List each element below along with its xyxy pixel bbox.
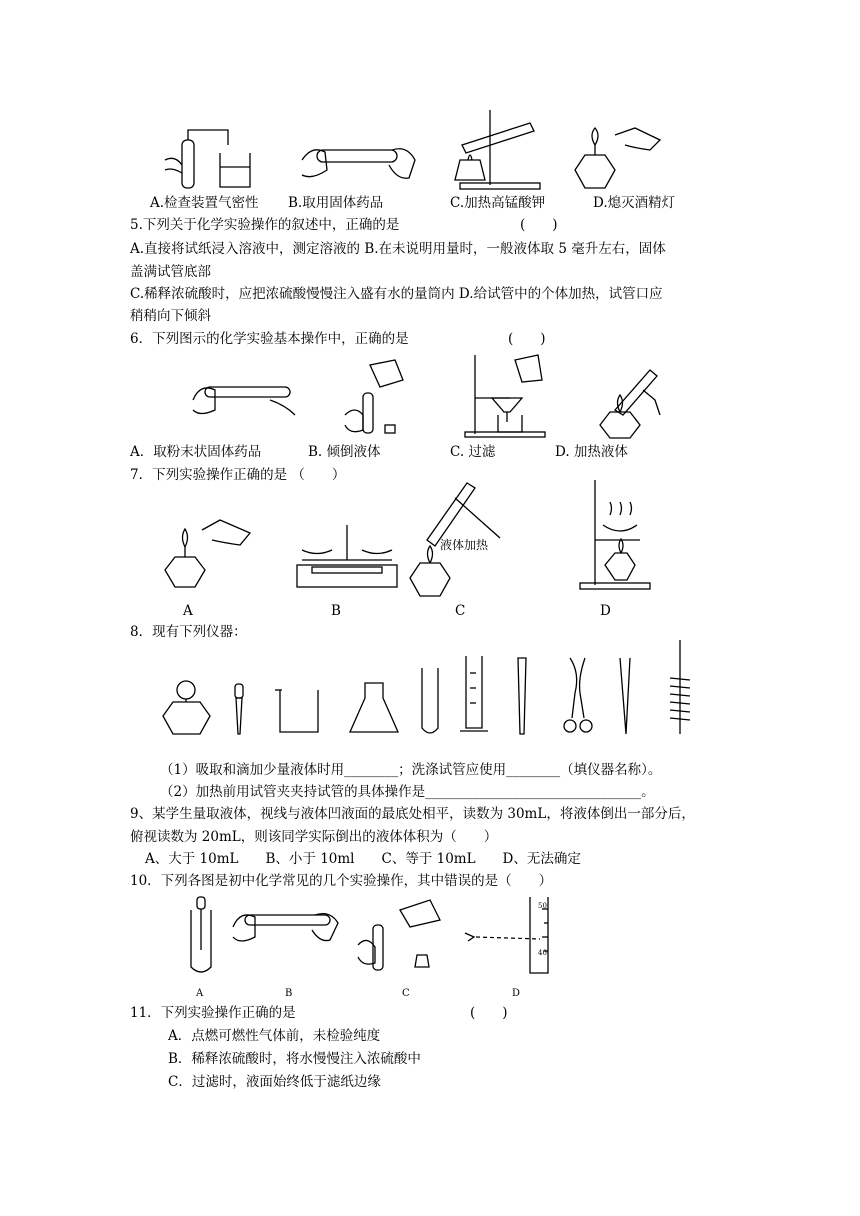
- q10-label-d: D: [512, 988, 521, 999]
- figure-q10-d: [462, 895, 562, 977]
- q10-scale-40: 40: [538, 949, 547, 957]
- figure-heat-kmno4: [440, 105, 550, 190]
- row1-caption-d: D.熄灭酒精灯: [593, 195, 676, 211]
- q7-label-b: B: [331, 603, 341, 619]
- q8-stem: 8．现有下列仪器：: [130, 624, 247, 640]
- q6-caption-a: A．取粉末状固体药品: [130, 444, 262, 460]
- q7-label-d: D: [600, 603, 611, 619]
- q6-caption-b: B. 倾倒液体: [308, 444, 381, 460]
- q5-options-cd-line2: 稍稍向下倾斜: [130, 308, 211, 324]
- test-tube-brush-icon: [670, 640, 690, 734]
- q10-label-b: B: [285, 988, 293, 999]
- figure-check-airtightness: [160, 125, 260, 190]
- figure-extinguish-lamp: [565, 120, 665, 190]
- figure-q7-d-evaporate: [575, 475, 655, 593]
- q9-stem-line1: 9、某学生量取液体，视线与液体凹液面的最底处相平，读数为 30mL，将液体倒出一部分后，: [130, 806, 695, 822]
- q6-stem: 6．下列图示的化学实验基本操作中，正确的是: [130, 331, 409, 347]
- figure-filtration: [460, 350, 550, 438]
- figure-q10-c: [355, 895, 445, 977]
- row1-caption-a: A.检查装置气密性: [150, 195, 259, 211]
- figure-q7-b-balance: [292, 505, 402, 590]
- q5-bracket: ( ): [520, 217, 558, 233]
- q7-label-c: C: [455, 603, 466, 619]
- figure-q10-a: [186, 895, 216, 977]
- figure-q7-c-heating: [405, 478, 515, 598]
- row1-caption-c: C.加热高锰酸钾: [450, 195, 546, 211]
- beaker-icon: [275, 690, 318, 732]
- q10-label-a: A: [196, 988, 204, 999]
- q6-bracket: ( ): [508, 331, 546, 347]
- q5-options-ab-line1: A.直接将试纸浸入溶液中，测定溶液的 B.在未说明用量时，一般液体取 5 毫升左右，固体: [130, 241, 666, 257]
- row1-caption-b: B.取用固体药品: [288, 195, 384, 211]
- q7-figure-label: 液体加热: [440, 538, 489, 552]
- q5-options-cd-line1: C.稀释浓硫酸时，应把浓硫酸慢慢注入盛有水的量筒内 D.给试管中的个体加热，试管口应: [130, 286, 663, 302]
- q8-sub2: （2）加热前用试管夹夹持试管的具体操作是________________________________。: [160, 784, 655, 800]
- figure-take-powder: [190, 375, 300, 420]
- conical-flask-icon: [350, 683, 398, 732]
- q6-caption-d: D. 加热液体: [555, 444, 628, 460]
- test-tube-icon: [422, 668, 438, 733]
- figure-q7-a-extinguish: [160, 515, 255, 590]
- q9-stem-line2: 俯视读数为 20mL，则该同学实际倒出的液体体积为（ ）: [130, 829, 498, 845]
- q5-options-ab-line2: 盖满试管底部: [130, 264, 211, 280]
- q6-caption-c: C. 过滤: [450, 444, 496, 460]
- figure-pour-liquid: [335, 355, 415, 440]
- q7-label-a: A: [183, 603, 193, 619]
- figure-heat-liquid: [595, 360, 665, 440]
- graduated-cylinder-icon: [460, 656, 488, 731]
- tweezers-icon: [620, 658, 630, 734]
- q8-sub1: （1）吸取和滴加少量液体时用________；洗涤试管应使用________（填仪器名称）。: [160, 762, 662, 778]
- q11-bracket: ( ): [470, 1005, 508, 1021]
- q10-stem: 10．下列各图是初中化学常见的几个实验操作，其中错误的是（ ）: [130, 873, 553, 889]
- q10-scale-50: 50: [538, 902, 547, 910]
- q11-stem: 11．下列实验操作正确的是: [130, 1005, 296, 1021]
- crucible-tongs-icon: [564, 658, 592, 732]
- q5-stem: 5.下列关于化学实验操作的叙述中，正确的是: [130, 217, 400, 233]
- figure-q10-b: [230, 905, 340, 950]
- figure-take-solid: [297, 140, 417, 190]
- instruments-row: [160, 638, 700, 738]
- dropper-icon: [235, 684, 243, 734]
- q9-options: A、大于 10mL B、小于 10ml C、等于 10mL D、无法确定: [145, 851, 581, 867]
- q10-label-c: C: [402, 988, 410, 999]
- q7-stem: 7．下列实验操作正确的是 （ ）: [130, 467, 346, 483]
- test-tube-holder-icon: [518, 658, 526, 734]
- alcohol-lamp-icon: [163, 681, 210, 734]
- q11-option-a: A．点燃可燃性气体前，未检验纯度: [168, 1028, 381, 1044]
- q11-option-c: C．过滤时，液面始终低于滤纸边缘: [168, 1074, 381, 1090]
- q11-option-b: B．稀释浓硫酸时，将水慢慢注入浓硫酸中: [168, 1051, 421, 1067]
